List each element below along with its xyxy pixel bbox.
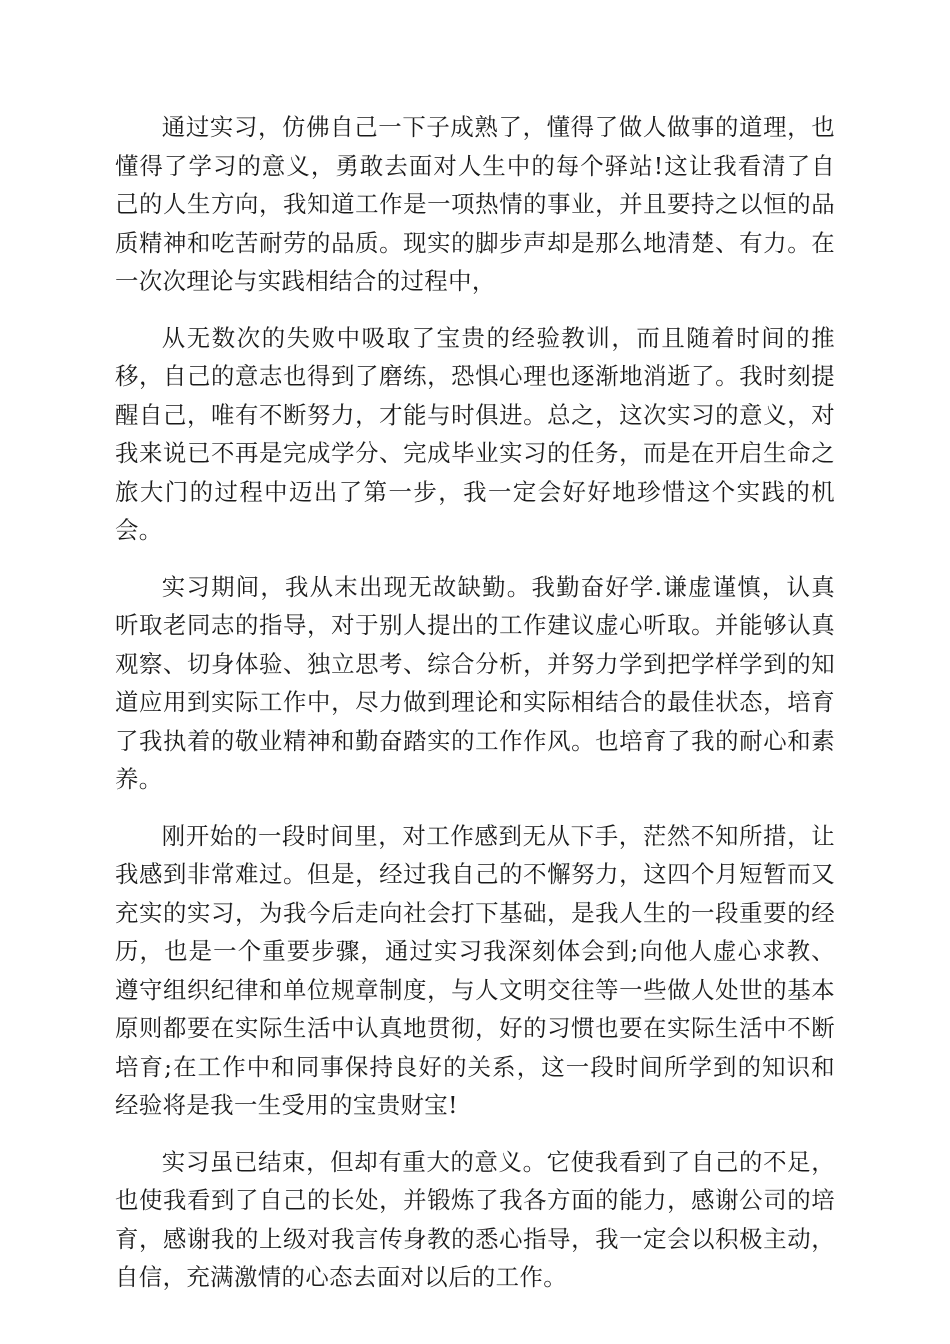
paragraph-4: 刚开始的一段时间里，对工作感到无从下手，茫然不知所措，让我感到非常难过。但是，经过我自己的不懈努力，这四个月短暂而又充实的实习，为我今后走向社会打下基础，是我人生的一段重要的经历，也是一个重要步骤，通过实习我深刻体会到;向他人虚心求教、遵守组织纪律和单位规章制度，与人文明交往等一些做人处世的基本原则都要在实际生活中认真地贯彻，好的习惯也要在实际生活中不断培育;在工作中和同事保持良好的关系，这一段时间所学到的知识和经验将是我一生受用的宝贵财宝! (115, 821, 835, 1119)
paragraph-1: 通过实习，仿佛自己一下子成熟了，懂得了做人做事的道理，也懂得了学习的意义，勇敢去面对人生中的每个驿站!这让我看清了自己的人生方向，我知道工作是一项热情的事业，并且要持之以恒的品质精神和吃苦耐劳的品质。现实的脚步声却是那么地清楚、有力。在一次次理论与实践相结合的过程中， (115, 113, 835, 295)
paragraph-5: 实习虽已结束，但却有重大的意义。它使我看到了自己的不足，也使我看到了自己的长处，并锻炼了我各方面的能力，感谢公司的培育，感谢我的上级对我言传身教的悉心指导，我一定会以积极主动，自信，充满激情的心态去面对以后的工作。 (115, 1147, 835, 1291)
document-body (115, 108, 835, 1315)
paragraph-3: 实习期间，我从末出现无故缺勤。我勤奋好学.谦虚谨慎，认真听取老同志的指导，对于别人提出的工作建议虚心听取。并能够认真观察、切身体验、独立思考、综合分析，并努力学到把学样学到的知道应用到实际工作中，尽力做到理论和实际相结合的最佳状态，培育了我执着的敬业精神和勤奋踏实的工作作风。也培育了我的耐心和素养。 (115, 572, 835, 793)
paragraph-2: 从无数次的失败中吸取了宝贵的经验教训，而且随着时间的推移，自己的意志也得到了磨练，恐惧心理也逐渐地消逝了。我时刻提醒自己，唯有不断努力，才能与时俱进。总之，这次实习的意义，对我来说已不再是完成学分、完成毕业实习的任务，而是在开启生命之旅大门的过程中迈出了第一步，我一定会好好地珍惜这个实践的机会。 (115, 323, 835, 544)
